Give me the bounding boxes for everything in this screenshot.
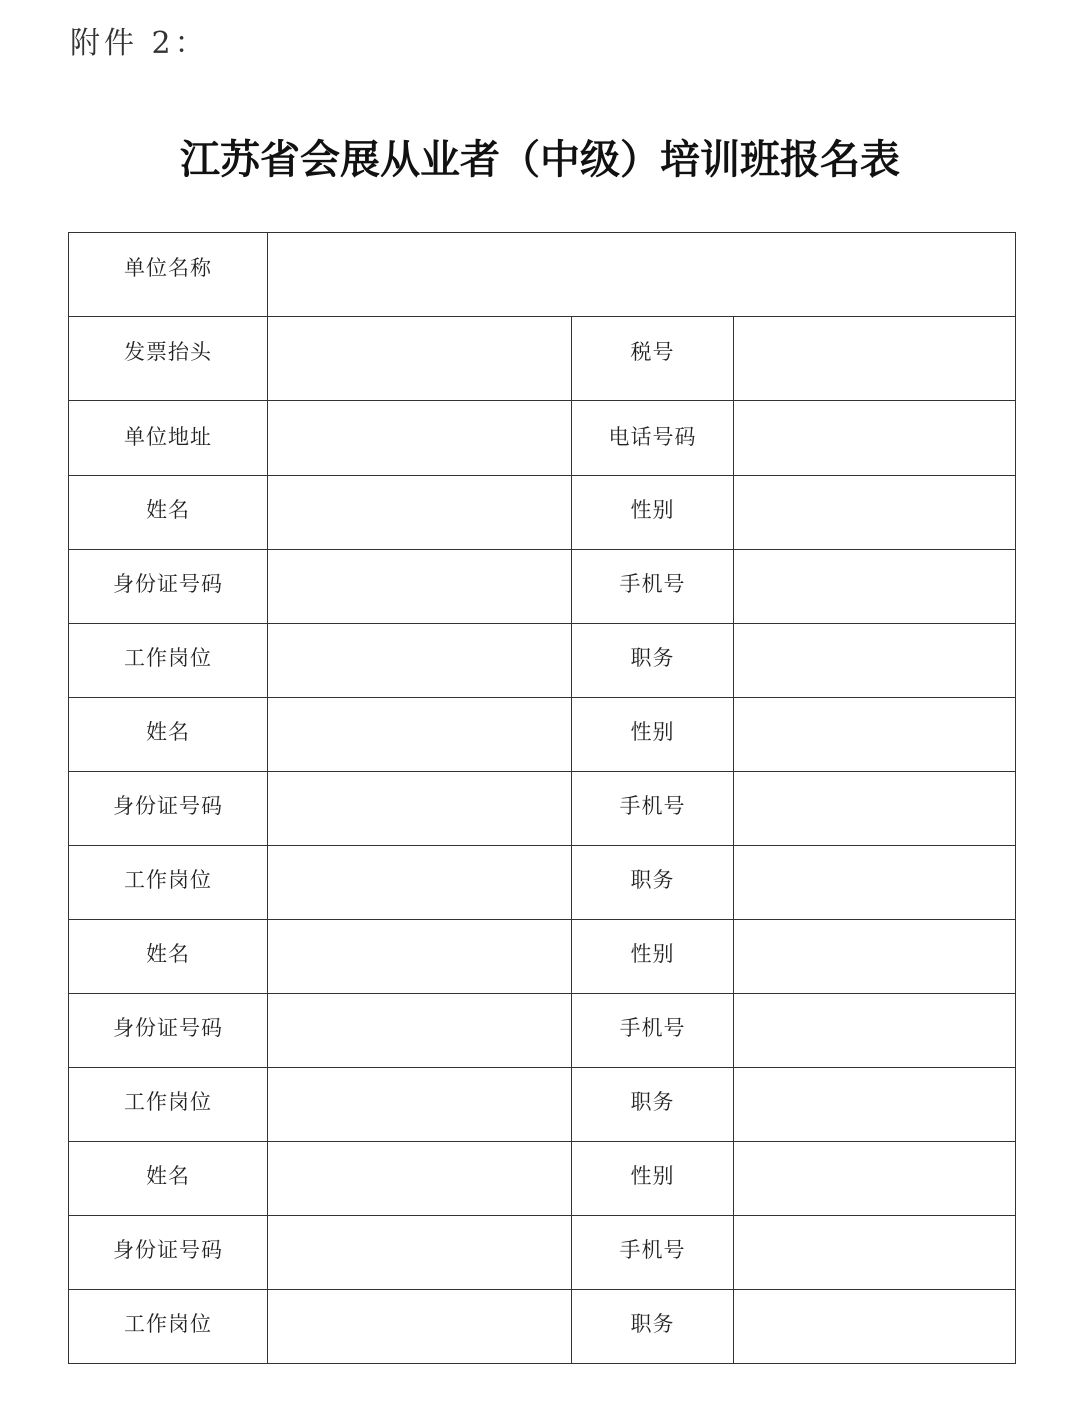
participant-duty-label: 职务 bbox=[572, 1068, 734, 1142]
participant-mobile-field[interactable] bbox=[734, 1216, 1016, 1290]
participant-id-number-label: 身份证号码 bbox=[69, 772, 268, 846]
participant-gender-label: 性别 bbox=[572, 1142, 734, 1216]
invoice-title-label: 发票抬头 bbox=[69, 317, 268, 401]
registration-form-table bbox=[68, 232, 1016, 1364]
participant-4-position-row bbox=[69, 1290, 1016, 1364]
invoice-row bbox=[69, 317, 1016, 401]
participant-name-label: 姓名 bbox=[69, 920, 268, 994]
participant-position-field[interactable] bbox=[268, 1068, 572, 1142]
participant-gender-label: 性别 bbox=[572, 476, 734, 550]
participant-id-number-field[interactable] bbox=[268, 772, 572, 846]
unit-address-label: 单位地址 bbox=[69, 401, 268, 476]
participant-duty-field[interactable] bbox=[734, 1290, 1016, 1364]
participant-1-name-row bbox=[69, 476, 1016, 550]
participant-mobile-label: 手机号 bbox=[572, 550, 734, 624]
participant-mobile-field[interactable] bbox=[734, 994, 1016, 1068]
unit-address-field[interactable] bbox=[268, 401, 572, 476]
attachment-label: 附件 2： bbox=[70, 26, 209, 61]
tax-number-field[interactable] bbox=[734, 317, 1016, 401]
participant-mobile-label: 手机号 bbox=[572, 994, 734, 1068]
participant-name-field[interactable] bbox=[268, 476, 572, 550]
participant-position-label: 工作岗位 bbox=[69, 1290, 268, 1364]
participant-id-number-field[interactable] bbox=[268, 994, 572, 1068]
participant-4-name-row bbox=[69, 1142, 1016, 1216]
participant-gender-field[interactable] bbox=[734, 920, 1016, 994]
participant-gender-field[interactable] bbox=[734, 698, 1016, 772]
participant-duty-label: 职务 bbox=[572, 846, 734, 920]
phone-number-field[interactable] bbox=[734, 401, 1016, 476]
participant-position-label: 工作岗位 bbox=[69, 624, 268, 698]
invoice-title-field[interactable] bbox=[268, 317, 572, 401]
participant-4-id-row bbox=[69, 1216, 1016, 1290]
participant-id-number-label: 身份证号码 bbox=[69, 1216, 268, 1290]
tax-number-label: 税号 bbox=[572, 317, 734, 401]
participant-duty-label: 职务 bbox=[572, 1290, 734, 1364]
form-title: 江苏省会展从业者（中级）培训班报名表 bbox=[180, 137, 900, 183]
participant-name-field[interactable] bbox=[268, 1142, 572, 1216]
participant-mobile-field[interactable] bbox=[734, 772, 1016, 846]
participant-gender-field[interactable] bbox=[734, 476, 1016, 550]
participant-id-number-label: 身份证号码 bbox=[69, 550, 268, 624]
participant-gender-label: 性别 bbox=[572, 698, 734, 772]
participant-mobile-label: 手机号 bbox=[572, 772, 734, 846]
participant-mobile-field[interactable] bbox=[734, 550, 1016, 624]
participant-duty-field[interactable] bbox=[734, 624, 1016, 698]
participant-name-field[interactable] bbox=[268, 920, 572, 994]
participant-duty-field[interactable] bbox=[734, 1068, 1016, 1142]
participant-position-field[interactable] bbox=[268, 1290, 572, 1364]
address-row bbox=[69, 401, 1016, 476]
unit-name-label: 单位名称 bbox=[69, 233, 268, 317]
participant-name-label: 姓名 bbox=[69, 698, 268, 772]
participant-position-field[interactable] bbox=[268, 624, 572, 698]
participant-position-label: 工作岗位 bbox=[69, 846, 268, 920]
participant-3-id-row bbox=[69, 994, 1016, 1068]
participant-1-position-row bbox=[69, 624, 1016, 698]
participant-name-field[interactable] bbox=[268, 698, 572, 772]
participant-mobile-label: 手机号 bbox=[572, 1216, 734, 1290]
unit-name-field[interactable] bbox=[268, 233, 1016, 317]
participant-duty-field[interactable] bbox=[734, 846, 1016, 920]
participant-position-label: 工作岗位 bbox=[69, 1068, 268, 1142]
participant-position-field[interactable] bbox=[268, 846, 572, 920]
participant-duty-label: 职务 bbox=[572, 624, 734, 698]
participant-id-number-field[interactable] bbox=[268, 550, 572, 624]
phone-number-label: 电话号码 bbox=[572, 401, 734, 476]
participant-2-name-row bbox=[69, 698, 1016, 772]
participant-3-position-row bbox=[69, 1068, 1016, 1142]
participant-name-label: 姓名 bbox=[69, 476, 268, 550]
participant-id-number-field[interactable] bbox=[268, 1216, 572, 1290]
participant-id-number-label: 身份证号码 bbox=[69, 994, 268, 1068]
unit-name-row bbox=[69, 233, 1016, 317]
participant-gender-field[interactable] bbox=[734, 1142, 1016, 1216]
participant-2-id-row bbox=[69, 772, 1016, 846]
participant-1-id-row bbox=[69, 550, 1016, 624]
participant-3-name-row bbox=[69, 920, 1016, 994]
participant-name-label: 姓名 bbox=[69, 1142, 268, 1216]
participant-2-position-row bbox=[69, 846, 1016, 920]
participant-gender-label: 性别 bbox=[572, 920, 734, 994]
